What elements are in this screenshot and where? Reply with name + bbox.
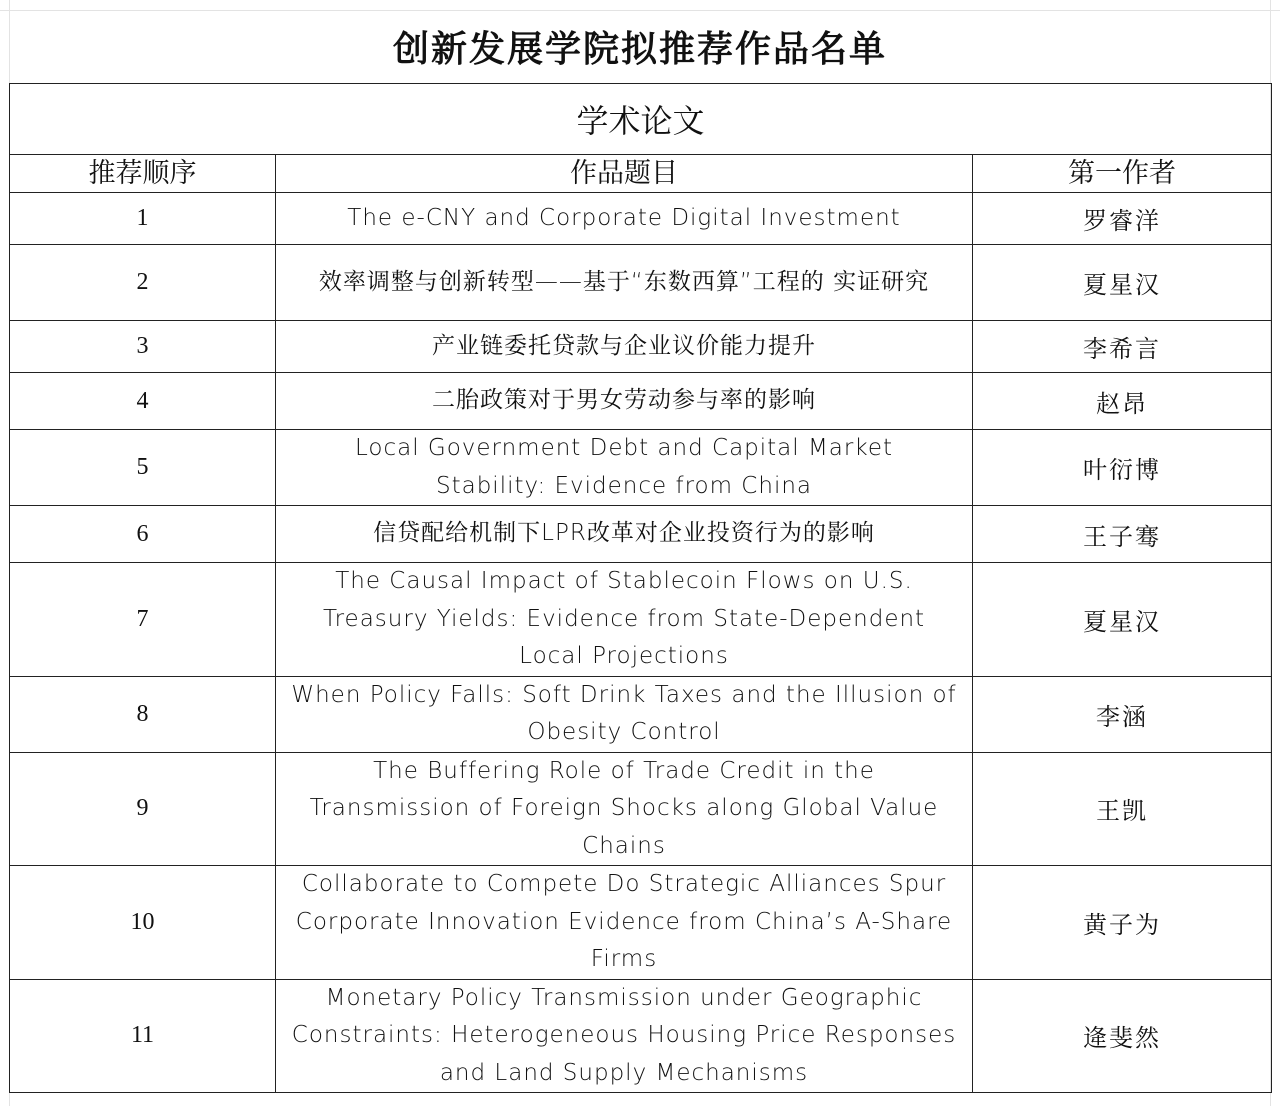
row-number: 10 (10, 866, 276, 980)
first-author: 罗睿洋 (973, 193, 1272, 245)
first-author: 夏星汉 (973, 563, 1272, 677)
header-row (10, 155, 1272, 193)
table-row (10, 676, 1272, 752)
first-author: 夏星汉 (973, 245, 1272, 321)
column-header-author: 第一作者 (973, 155, 1272, 193)
column-header-order: 推荐顺序 (10, 155, 276, 193)
table-row (10, 979, 1272, 1093)
table-row (10, 563, 1272, 677)
table-row (10, 506, 1272, 563)
work-title: 产业链委托贷款与企业议价能力提升 (276, 321, 973, 373)
row-number: 4 (10, 373, 276, 430)
row-number: 6 (10, 506, 276, 563)
row-number: 9 (10, 752, 276, 866)
section-title: 学术论文 (10, 84, 1272, 155)
row-number: 5 (10, 430, 276, 506)
table-row (10, 373, 1272, 430)
first-author: 黄子为 (973, 866, 1272, 980)
work-title: Local Government Debt and Capital Market Stability: Evidence from China (276, 430, 973, 506)
table-row (10, 193, 1272, 245)
first-author: 叶衍博 (973, 430, 1272, 506)
table-row (10, 245, 1272, 321)
table-row (10, 321, 1272, 373)
work-title: The e-CNY and Corporate Digital Investment (276, 193, 973, 245)
table-row (10, 866, 1272, 980)
first-author: 李希言 (973, 321, 1272, 373)
work-title: The Causal Impact of Stablecoin Flows on U.S. Treasury Yields: Evidence from State-Dependent Local Projections (276, 563, 973, 677)
row-number: 11 (10, 979, 276, 1093)
work-title: 信贷配给机制下LPR改革对企业投资行为的影响 (276, 506, 973, 563)
first-author: 赵昂 (973, 373, 1272, 430)
work-title: 二胎政策对于男女劳动参与率的影响 (276, 373, 973, 430)
first-author: 王子骞 (973, 506, 1272, 563)
column-header-title: 作品题目 (276, 155, 973, 193)
row-number: 7 (10, 563, 276, 677)
row-number: 3 (10, 321, 276, 373)
recommendation-table (9, 83, 1272, 1093)
first-author: 王凯 (973, 752, 1272, 866)
table-row (10, 752, 1272, 866)
work-title: Monetary Policy Transmission under Geographic Constraints: Heterogeneous Housing Price Responses and Land Supply Mechanisms (276, 979, 973, 1093)
table-row (10, 430, 1272, 506)
first-author: 李涵 (973, 676, 1272, 752)
work-title: Collaborate to Compete Do Strategic Alliances Spur Corporate Innovation Evidence from China’s A-Share Firms (276, 866, 973, 980)
row-number: 1 (10, 193, 276, 245)
work-title: The Buffering Role of Trade Credit in the Transmission of Foreign Shocks along Global Value Chains (276, 752, 973, 866)
work-title: When Policy Falls: Soft Drink Taxes and the Illusion of Obesity Control (276, 676, 973, 752)
row-number: 8 (10, 676, 276, 752)
page-title: 创新发展学院拟推荐作品名单 (392, 28, 887, 70)
work-title: 效率调整与创新转型——基于“东数西算”工程的 实证研究 (276, 245, 973, 321)
first-author: 逄斐然 (973, 979, 1272, 1093)
grid-line (0, 10, 1280, 11)
section-row (10, 84, 1272, 155)
row-number: 2 (10, 245, 276, 321)
